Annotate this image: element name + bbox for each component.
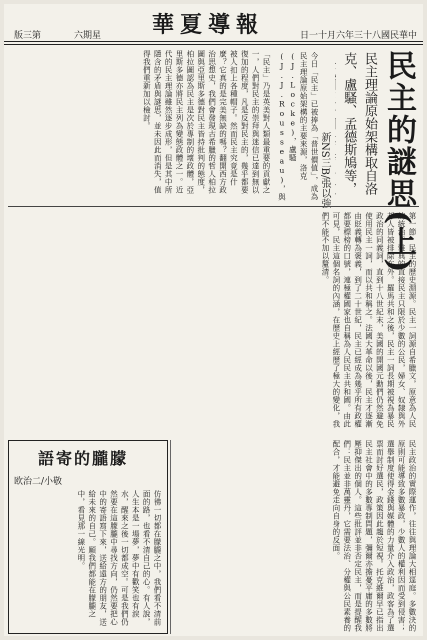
article-body-middle: 第一節 民主的歷史淵源。民主一詞源自希臘文，原意為人民的統治。雅典的直接民主只限於少數的公民，婦女、奴隸與外邦人皆被排除在外。羅馬共和之後，民主一詞長期被視為暴民政治的同義詞，直到十八世紀末，美國的開國元勳們仍然避免使用民主一詞，而以共和稱之。法國大革命以後，民主才逐漸由貶義轉為褒義，到了二十世紀，民主已經成為幾乎所有政權都要標榜的口號，連極權國家也自稱為人民民主共和國。由此可見，民主這個名詞的內涵，在歷史上經歷了極大的變化，我們不能不加以釐清。	[321, 212, 417, 428]
article-intro: 今日「民主」已被捧為「普世價值」，成為民主理論原始架構的主要來源，洛克(J.Locke)，盧騷(J.J.Rousseau)，與	[277, 52, 319, 201]
issue-number: 版三第	[14, 31, 42, 41]
article-body-top: 「民主」乃是英美對人類最重要的貢獻之一，人們對民主的崇拜與迷信已達到無以復加的程度，凡是反對民主的，幾乎都要被人扣上各種帽子。然而民主究竟是什麼？它真的是完美無缺的嗎？翻開西方政治思想史，我們會發現古希臘的哲人柏拉圖與亞里斯多德對民主皆持批判的態度，柏拉圖認為民主是次於專制的壞政體，亞里斯多德亦將民主列為變態政體之一。近代的民主理論雖然逐步成形，但是其中所隱含的矛盾與謎思，並未因此而消失，值得我們重新加以檢討。	[142, 50, 271, 194]
masthead	[4, 4, 423, 40]
article-byline: 新NS三B/張以強	[319, 132, 330, 209]
section-divider	[8, 206, 419, 207]
article-continuation: 民主政治的實際運作，往往與理論大相逕庭。多數決的原則可能導致多數暴政，少數人的權利因而受到侵害；選舉制度使得金錢與媒體的力量介入政治，政客為了選票而討好選民，政策因此趨於短視。托克維爾早已指出民主社會中的多數專制問題，彌爾亦擔憂平庸的多數將壓抑傑出的個人。這些批評並非否定民主，而是提醒我們：民主並非萬靈丹，它需要法治、分權與公民素養的配合，才能避免走向自身的反面。	[331, 440, 417, 632]
newspaper-page	[4, 4, 423, 636]
sidebar-article-title: 朦朧的寄語	[37, 449, 128, 468]
sidebar-article-author: 敬小/二治欧	[14, 477, 63, 487]
paper-name: 報導夏華	[152, 12, 265, 38]
masthead-rule-bottom	[4, 44, 423, 45]
sidebar-article-text: 仿彿一切都在朦朧之中，我們看不清前面的路，也看不清自己的心。有人說，人生本是一場夢，夢中有歡笑也有淚水，醒來之後一切都成空。可是我們仍然要在這朦朧中尋找方向，仍然要把心中的寄語寫下來，送給遠方的朋友，送給未來的自己。願我們都能在朦朧之中，看見那一線光明。	[76, 490, 162, 626]
masthead-rule-top	[4, 41, 423, 42]
publication-date: 日一十月六年三十八國民華中	[299, 31, 417, 41]
article-subtitle: 民主理論原始架構取自洛克、盧騷、孟德斯鳩等，	[341, 52, 377, 195]
article-title: 民主的謎思(上)	[381, 50, 416, 275]
weekday: 六期星	[74, 31, 102, 41]
